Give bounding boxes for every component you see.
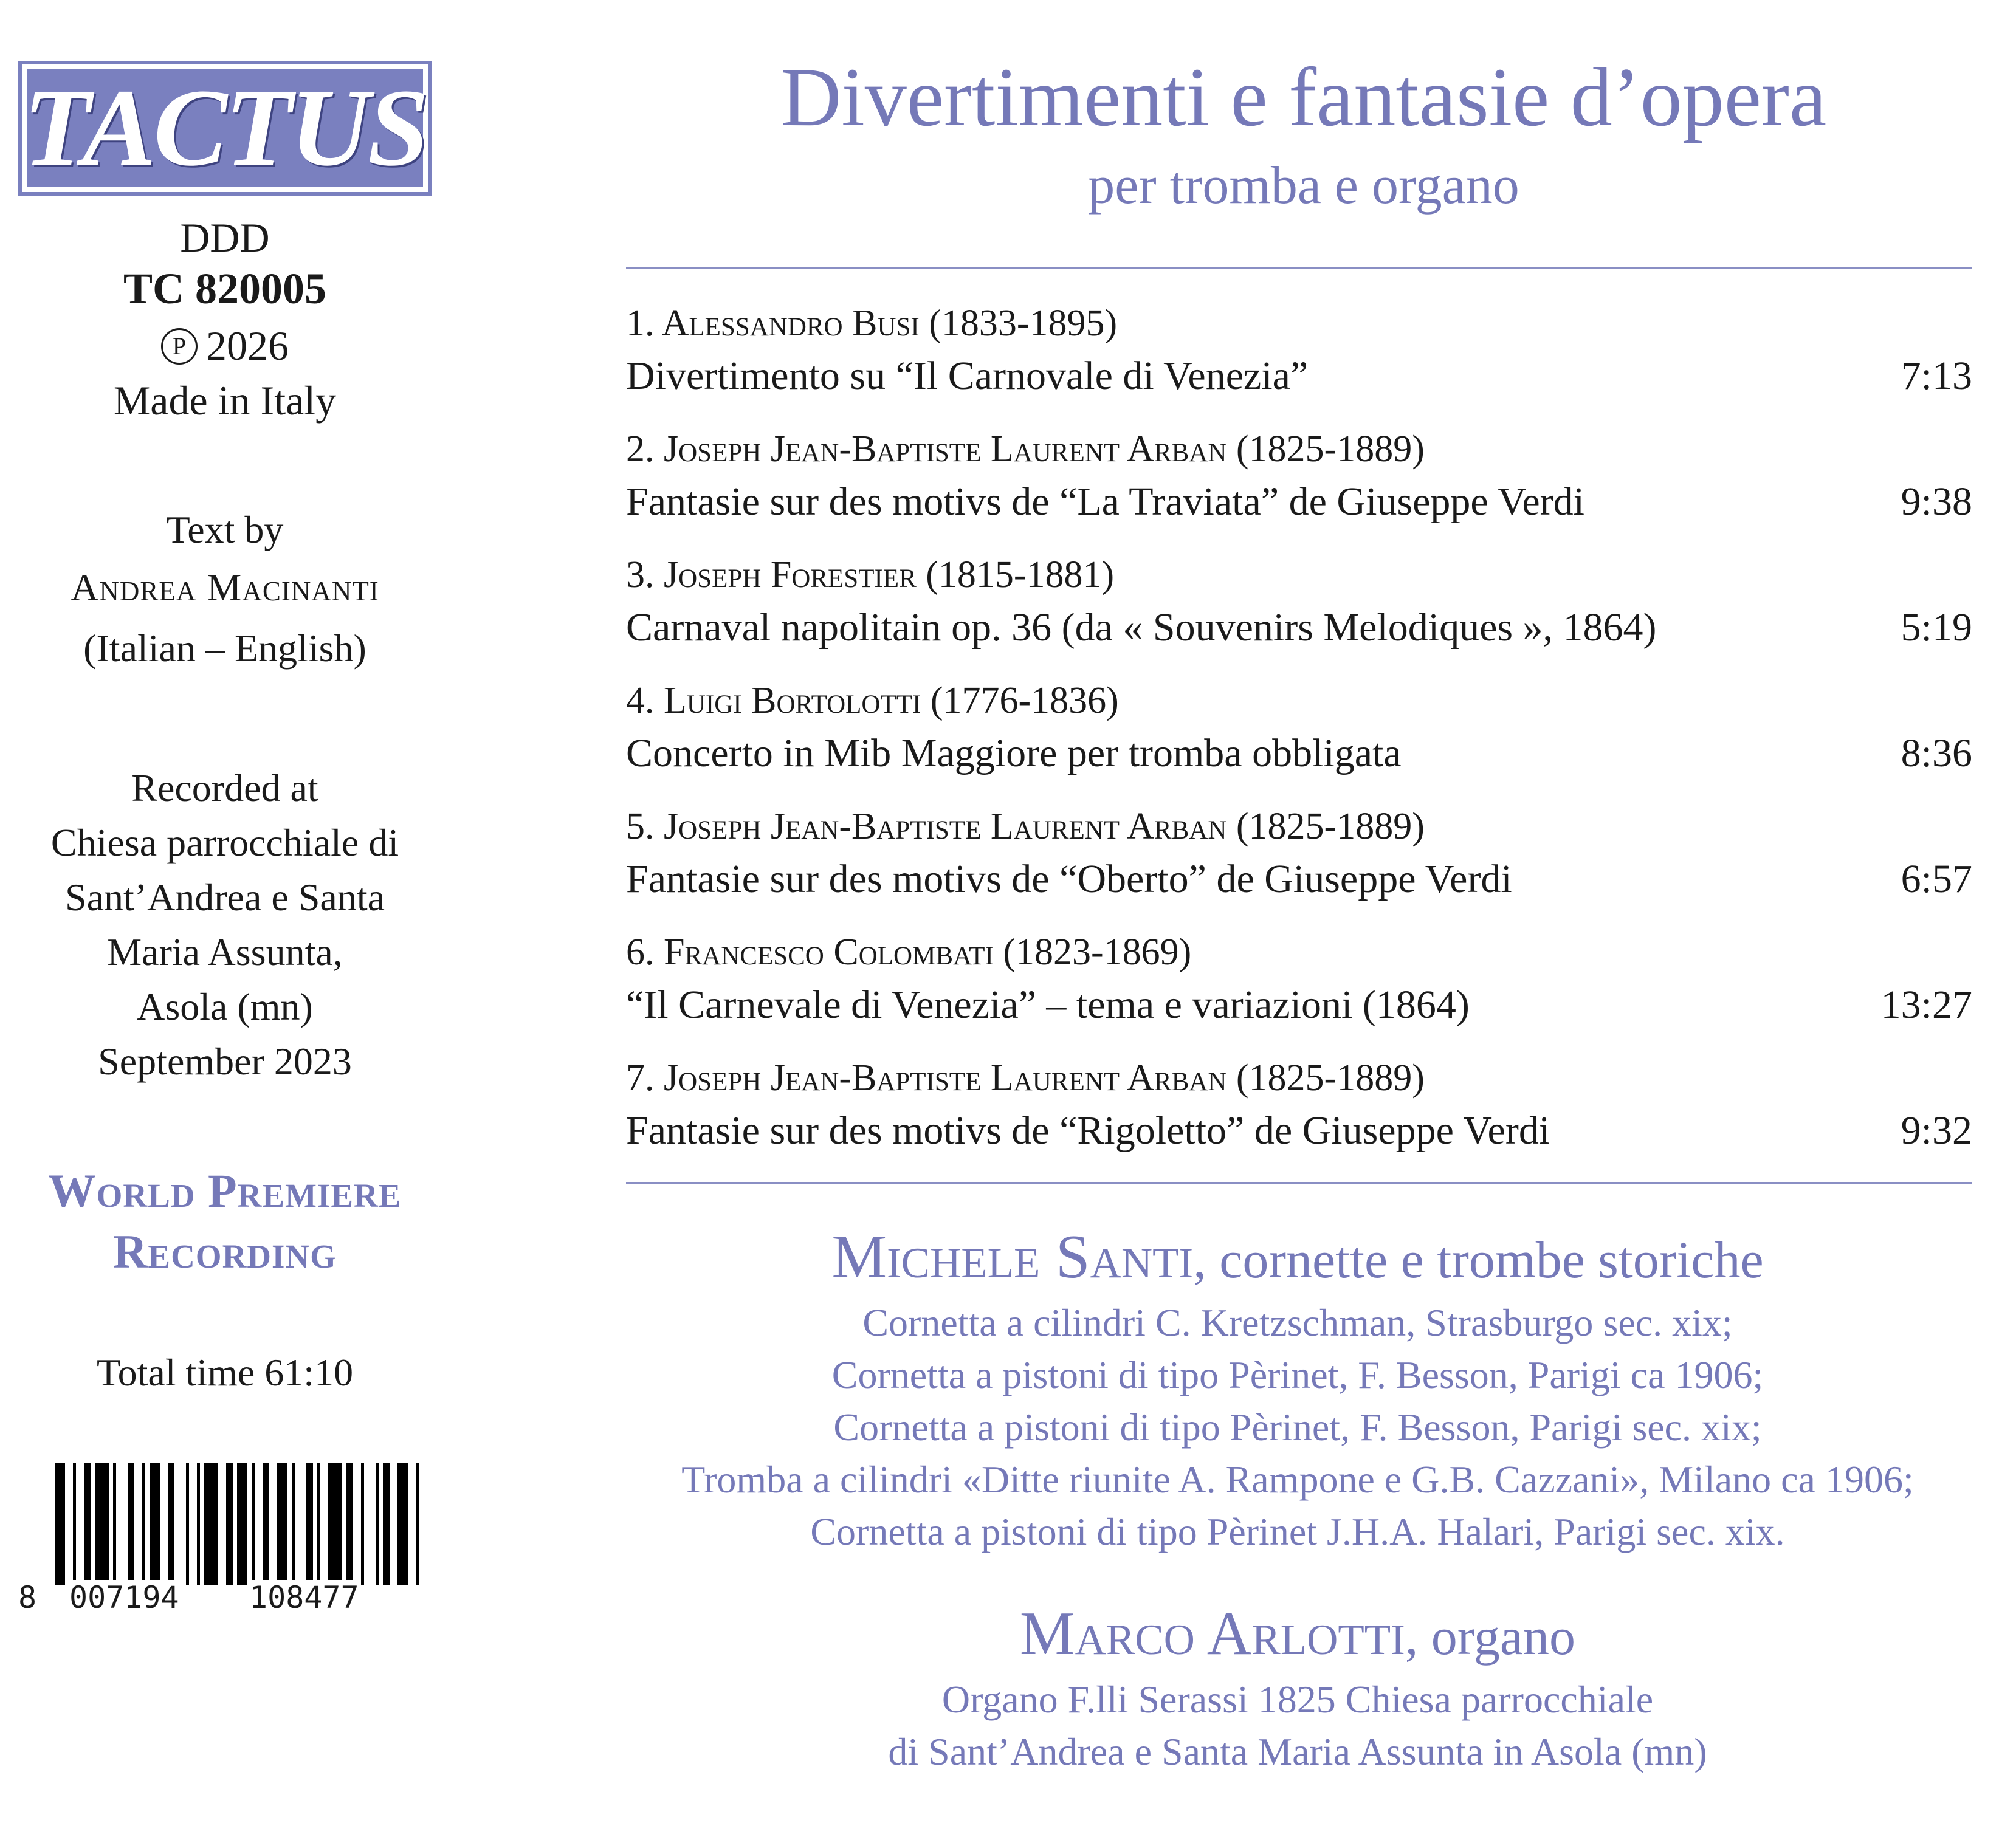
barcode-bar [55, 1463, 65, 1585]
format-label: DDD [180, 215, 270, 261]
barcode-bars [55, 1463, 419, 1585]
barcode-bar [383, 1463, 390, 1585]
track-composer: 6. Francesco Colombati (1823-1869) [626, 932, 1192, 973]
track-duration: 13:27 [1880, 983, 1972, 1027]
recording-line: Recorded at [131, 766, 318, 809]
recording-line: Chiesa parrocchiale di [50, 821, 399, 864]
barcode-bar [376, 1463, 379, 1585]
performer-role: , cornette e trombe storiche [1193, 1231, 1764, 1289]
barcode-bar [128, 1463, 134, 1585]
instrument-line: Cornetta a pistoni di tipo Pèrinet J.H.A. Halari, Parigi sec. xix. [810, 1510, 1785, 1553]
barcode-bar [168, 1463, 174, 1585]
performer-heading [583, 1221, 2012, 1293]
recording-line: Sant’Andrea e Santa [64, 876, 385, 919]
barcode-bar [292, 1463, 295, 1585]
barcode-bar [197, 1463, 200, 1585]
barcode-bar [113, 1463, 116, 1585]
recording-line: September 2023 [98, 1040, 352, 1083]
release-year: 2026 [206, 323, 289, 369]
track-title: Fantasie sur des motivs de “Oberto” de Giuseppe Verdi [626, 857, 1512, 901]
track-duration: 8:36 [1901, 731, 1972, 775]
performer-role: , organo [1405, 1607, 1576, 1666]
instrument-line: di Sant’Andrea e Santa Maria Assunta in Asola (mn) [888, 1730, 1707, 1773]
instrument-line: Tromba a cilindri «Ditte riunite A. Rampone e G.B. Cazzani», Milano ca 1906; [681, 1458, 1914, 1501]
total-time: Total time 61:10 [96, 1351, 354, 1394]
text-author: Andrea Macinanti [71, 566, 379, 609]
track-composer: 5. Joseph Jean-Baptiste Laurent Arban (1825-1889) [626, 806, 1425, 847]
barcode-bar [237, 1463, 247, 1585]
barcode-bar [416, 1463, 419, 1585]
barcode-bar [84, 1463, 91, 1585]
recording-info [0, 761, 450, 1089]
barcode-bar [328, 1463, 342, 1585]
recording-line: Maria Assunta, [107, 930, 343, 973]
recording-line: Asola (mn) [137, 985, 313, 1028]
barcode-bar [263, 1463, 269, 1585]
track-item [626, 549, 1972, 655]
track-duration: 7:13 [1901, 354, 1972, 398]
performer-name: Marco Arlotti [1019, 1599, 1405, 1668]
phonogram-line [0, 322, 450, 370]
barcode-left-group: 007194 [69, 1580, 179, 1615]
barcode-bar [306, 1463, 313, 1585]
track-duration: 6:57 [1901, 857, 1972, 901]
instrument-line: Cornetta a pistoni di tipo Pèrinet, F. Besson, Parigi sec. xix; [833, 1406, 1762, 1449]
made-in-label: Made in Italy [113, 377, 337, 424]
barcode-bar [204, 1463, 218, 1585]
barcode-right-group: 108477 [249, 1580, 359, 1615]
barcode-bar [361, 1463, 364, 1585]
track-title: Fantasie sur des motivs de “Rigoletto” de Giuseppe Verdi [626, 1108, 1550, 1153]
catalog-number: TC 820005 [123, 264, 327, 313]
track-work [626, 852, 1972, 907]
track-work [626, 978, 1972, 1032]
performer-heading [583, 1598, 2012, 1669]
premiere-line: World Premiere [48, 1164, 402, 1217]
barcode-bar [73, 1463, 76, 1585]
divider-top [626, 267, 1972, 269]
album-title: Divertimenti e fantasie d’opera [780, 50, 1827, 143]
instrument-line: Organo F.lli Serassi 1825 Chiesa parrocchiale [941, 1678, 1654, 1721]
instrument-line: Cornetta a pistoni di tipo Pèrinet, F. Besson, Parigi ca 1906; [831, 1353, 1764, 1396]
track-composer: 7. Joseph Jean-Baptiste Laurent Arban (1825-1889) [626, 1057, 1425, 1099]
track-title: Divertimento su “Il Carnovale di Venezia” [626, 354, 1309, 398]
barcode-bar [346, 1463, 353, 1585]
track-title: “Il Carnevale di Venezia” – tema e variazioni (1864) [626, 983, 1470, 1027]
barcode-bar [95, 1463, 109, 1585]
track-work [626, 600, 1972, 655]
left-column [0, 0, 450, 1823]
track-item [626, 1052, 1972, 1158]
track-composer: 3. Joseph Forestier (1815-1881) [626, 554, 1115, 596]
track-duration: 5:19 [1901, 605, 1972, 650]
track-work [626, 475, 1972, 529]
album-subtitle: per tromba e organo [1088, 156, 1519, 215]
premiere-line: Recording [113, 1225, 337, 1278]
track-duration: 9:38 [1901, 479, 1972, 524]
performer-name: Michele Santi [831, 1223, 1194, 1291]
track-item [626, 927, 1972, 1032]
barcode [18, 1463, 419, 1615]
track-duration: 9:32 [1901, 1108, 1972, 1153]
barcode-bar [226, 1463, 233, 1585]
logo-text: TACTUS [23, 67, 427, 189]
phonogram-icon: P [161, 328, 198, 365]
track-item [626, 801, 1972, 907]
divider-bottom [626, 1182, 1972, 1184]
track-title: Carnaval napolitain op. 36 (da « Souvenirs Melodiques », 1864) [626, 605, 1657, 650]
world-premiere-badge [0, 1161, 450, 1282]
barcode-bar [252, 1463, 255, 1585]
track-item [626, 298, 1972, 403]
barcode-bar [142, 1463, 145, 1585]
barcode-bar [317, 1463, 320, 1585]
barcode-first-digit: 8 [18, 1580, 37, 1615]
track-work [626, 349, 1972, 403]
track-composer: 4. Luigi Bortolotti (1776-1836) [626, 680, 1119, 721]
text-languages: (Italian – English) [83, 627, 366, 670]
track-composer: 2. Joseph Jean-Baptiste Laurent Arban (1825-1889) [626, 428, 1425, 470]
tactus-logo [18, 61, 432, 196]
barcode-bar [277, 1463, 287, 1585]
instrument-line: Cornetta a cilindri C. Kretzschman, Strasburgo sec. xix; [862, 1301, 1733, 1344]
track-item [626, 675, 1972, 781]
track-work [626, 1104, 1972, 1158]
track-composer: 1. Alessandro Busi (1833-1895) [626, 303, 1118, 344]
track-title: Concerto in Mib Maggiore per tromba obbligata [626, 731, 1402, 775]
barcode-bar [397, 1463, 408, 1585]
barcode-bar [150, 1463, 160, 1585]
track-item [626, 424, 1972, 529]
track-work [626, 726, 1972, 781]
barcode-bar [186, 1463, 189, 1585]
text-by-label: Text by [166, 508, 284, 551]
track-title: Fantasie sur des motivs de “La Traviata” de Giuseppe Verdi [626, 479, 1584, 524]
